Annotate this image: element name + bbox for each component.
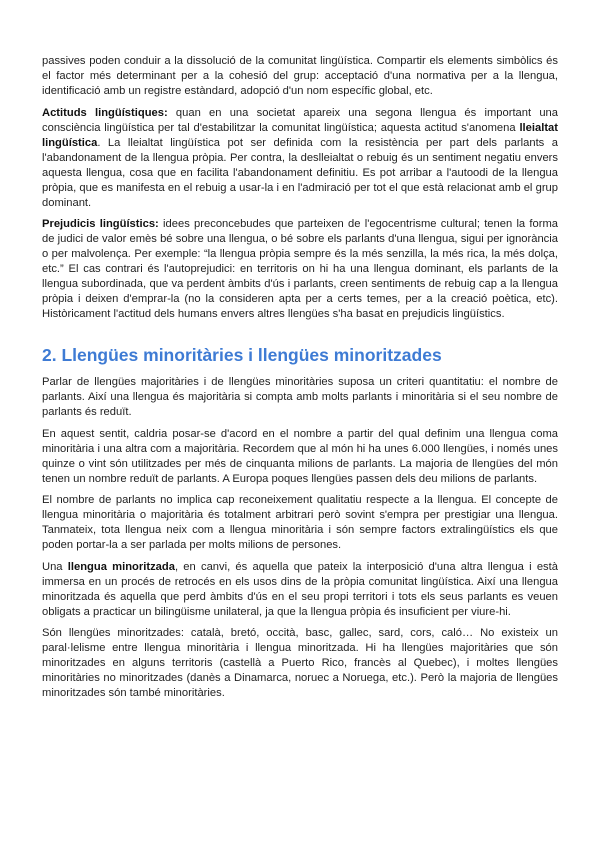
section-paragraph-3: El nombre de parlants no implica cap reconeixement qualitatiu respecte a la llengua. El concepte de llengua minoritària o majoritària és totalment arbitrari però sovint s'empra per prestigiar una llengua. Tanmateix, tota llengua neix com a llengua minoritària i són sempre factors extralingüístics els que poden portar-la a ser parlada per molts milions de persones. — [42, 494, 558, 551]
section-paragraph-1: Parlar de llengües majoritàries i de llengües minoritàries suposa un criteri quantitatiu: el nombre de parlants. Així una llengua és majoritària si compta amb molts parlants i minoritària si el seu nombre de parlants és reduït. — [42, 376, 558, 418]
minoritzada-term: llengua minoritzada — [67, 560, 175, 573]
p4-text-b: , en canvi, és aquella que pateix la interposició d'una altra llengua i està immersa en un procés de retrocés en els usos dins de la pròpia comunitat lingüística. Així una llengua minoritzada és aquella que perd àmbits d'ús en el seu propi territori i tots els seus parlants es veuen obligats a practicar un bilingüisme unilateral, ja que la llengua pròpia és insuficient per viure-hi. — [42, 560, 558, 618]
section-paragraph-2: En aquest sentit, caldria posar-se d'acord en el nombre a partir del qual definim una llengua coma minoritària i una altra com a majoritària. Recordem que al món hi ha unes 6.000 llengües, i només unes quinze o vint són utilitzades per més de cinquanta milions de parlants. La majoria de llengües del món tenen un nombre reduït de parlants. A Europa poques llengües passen dels deu milions de parlants. — [42, 427, 558, 485]
actituds-text-a: quan en una societat apareix una segona llengua és important una consciència lingüística per tal d'estabilitzar la comunitat lingüística; aquesta actitud s'anomena — [42, 106, 558, 134]
p4-text-a: Una — [42, 560, 68, 573]
actituds-term: Actituds lingüístiques: — [42, 106, 168, 119]
section-paragraph-5: Són llengües minoritzades: català, bretó, occità, basc, gallec, sard, cors, caló… No existeix un paral·lelisme entre llengua minoritària i llengua minoritzada. Hi ha llengües majoritàries que són minoritzades en alguns territoris (castellà a Puerto Rico, francès al Quebec), i moltes llengües minoritàries no minoritzades (danès a Dinamarca, noruec a Noruega, etc.). Però la majoria de llengües minoritzades són també minoritàries. — [42, 627, 558, 699]
prejudicis-term: Prejudicis lingüístics: — [42, 218, 159, 230]
prejudicis-text: idees preconcebudes que parteixen de l'egocentrisme cultural; tenen la forma de judici de valor emès bé sobre una llengua, o bé sobre els parlants d'una llengua, sigui per ignorància o per malvolença. Per exemple: “la llengua pròpia sempre és la més senzilla, la més rica, la més dolça, etc.” El cas contrari és l'autoprejudici: en territoris on hi ha una llengua dominant, els parlants de la llengua subordinada, que va perdent àmbits d'ús i parlants, creen sentiments de rebuig cap a la llengua pròpia i deixen d'emprar-la (no la consideren apta per a certs temes, per a la creació poètica, etc). Històricament l'actitud dels humans envers altres llengües s'ha basat en prejudicis lingüístics. — [42, 218, 559, 320]
actituds-text-b: . La lleialtat lingüística pot ser definida com la resistència per part dels parlants a l'abandonament de la llengua pròpia. Per contra, la deslleialtat o rebuig és un sentiment negatiu envers aquesta llengua, cosa que en facilita l'abandonament definitiu. Es pot arribar a l'autoodi de la llengua pròpia, que es manifesta en el rebuig a usar-la i en l'admiració per tot el que està relacionat amb el grup dominant. — [42, 136, 558, 209]
actituds-paragraph — [42, 106, 558, 211]
intro-paragraph: passives poden conduir a la dissolució de la comunitat lingüística. Compartir els elements simbòlics és el factor més determinant per a la cohesió del grup: acceptació d'una normativa per a la llengua, identificació amb un registre estàndard, adopció d'un nom específic global, etc. — [42, 55, 558, 97]
section-heading: 2. Llengües minoritàries i llengües minoritzades — [42, 345, 442, 365]
lleialtat-term: lleialtat lingüística — [42, 121, 558, 149]
prejudicis-paragraph — [42, 217, 558, 322]
section-paragraph-4 — [42, 560, 558, 620]
